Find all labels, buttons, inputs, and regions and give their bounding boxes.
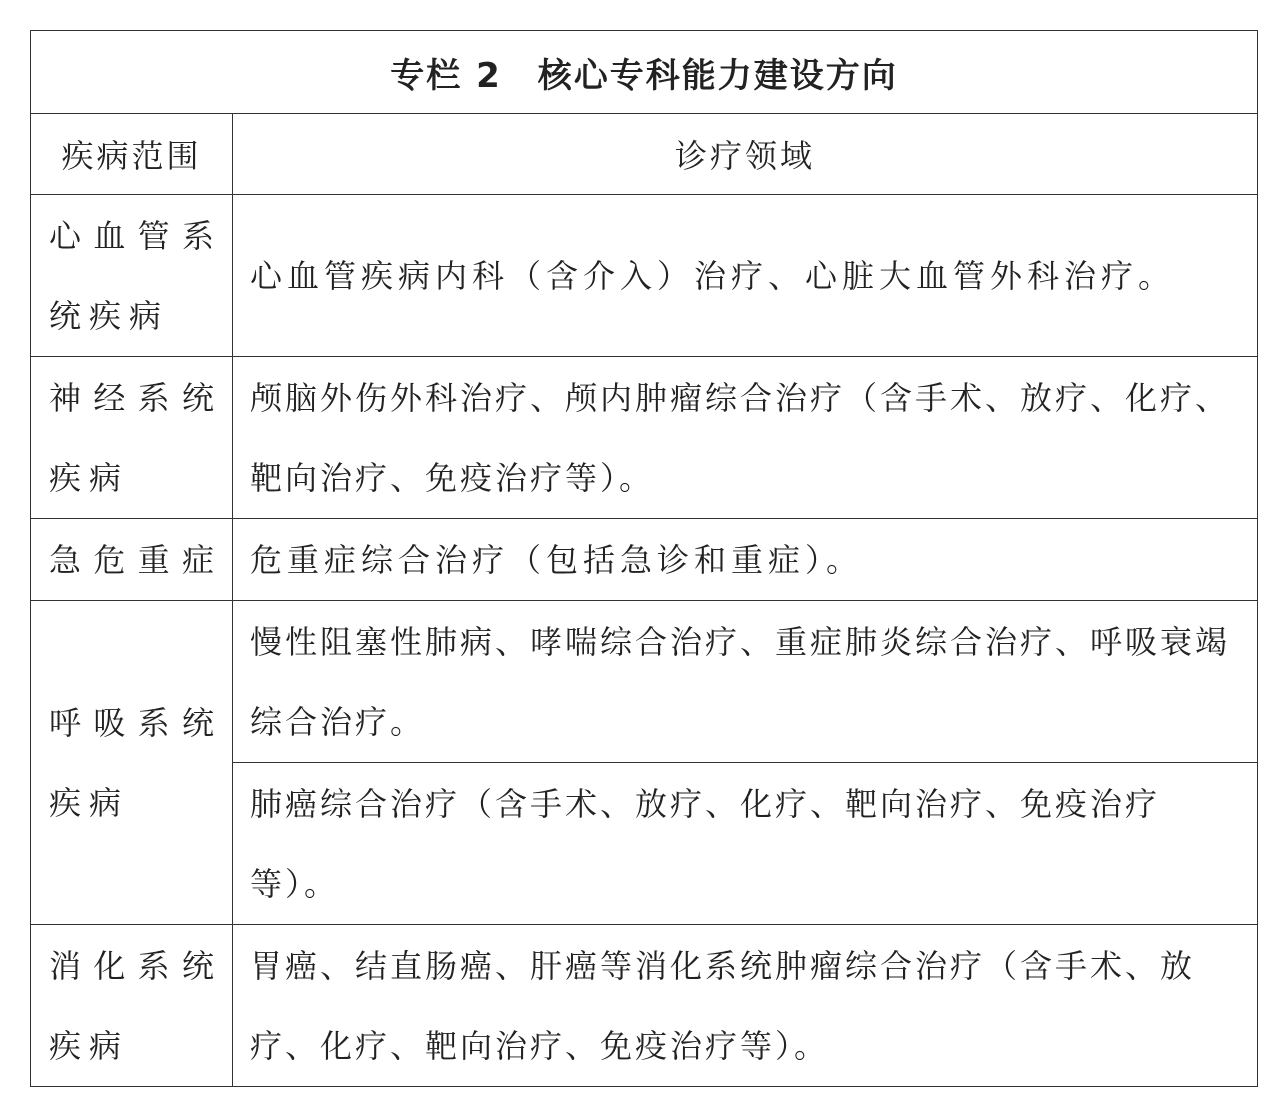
category-line: 统疾病: [49, 296, 170, 335]
table-row: [31, 601, 1258, 763]
treatment-cell: 心血管疾病内科（含介入）治疗、心脏大血管外科治疗。: [233, 195, 1258, 357]
category-cell: [31, 195, 233, 357]
category-line: 疾病: [49, 1026, 130, 1065]
treatment-cell: 慢性阻塞性肺病、哮喘综合治疗、重症肺炎综合治疗、呼吸衰竭综合治疗。: [233, 601, 1258, 763]
table-header-row: [31, 114, 1258, 195]
category-line: 消化系统: [49, 946, 222, 985]
treatment-cell: 肺癌综合治疗（含手术、放疗、化疗、靶向治疗、免疫治疗等）。: [233, 763, 1258, 925]
table-row: [31, 519, 1258, 601]
category-line: 心血管系: [49, 216, 222, 255]
header-treatment-field: 诊疗领域: [233, 114, 1258, 195]
core-specialty-table: [30, 30, 1258, 1087]
category-cell: [31, 519, 233, 601]
treatment-cell: 胃癌、结直肠癌、肝癌等消化系统肿瘤综合治疗（含手术、放疗、化疗、靶向治疗、免疫治疗等）。: [233, 925, 1258, 1087]
table-row: [31, 195, 1258, 357]
category-line: 疾病: [49, 783, 130, 822]
treatment-cell: 颅脑外伤外科治疗、颅内肿瘤综合治疗（含手术、放疗、化疗、靶向治疗、免疫治疗等）。: [233, 357, 1258, 519]
table-title-row: [31, 31, 1258, 114]
category-cell: [31, 925, 233, 1087]
header-disease-scope: 疾病范围: [31, 114, 233, 195]
category-cell: [31, 357, 233, 519]
category-line: 呼吸系统: [49, 703, 222, 742]
treatment-cell: 危重症综合治疗（包括急诊和重症）。: [233, 519, 1258, 601]
table-title: 专栏 2 核心专科能力建设方向: [31, 31, 1258, 114]
table-row: [31, 357, 1258, 519]
document-page: [30, 30, 1257, 1087]
table-row: [31, 925, 1258, 1087]
category-line: 神经系统: [49, 378, 222, 417]
category-line: 疾病: [49, 458, 130, 497]
category-cell: [31, 601, 233, 925]
category-line: 急危重症: [49, 540, 222, 579]
